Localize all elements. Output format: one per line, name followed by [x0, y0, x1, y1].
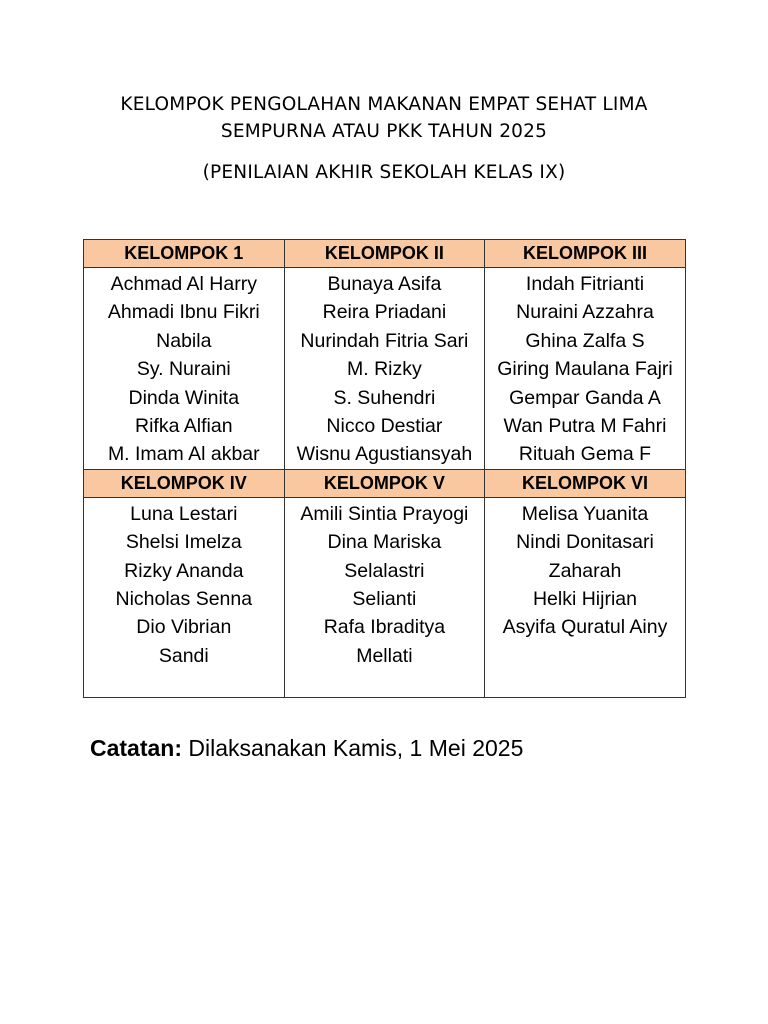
member-list — [84, 497, 285, 697]
member-name: Rifka Alfian — [135, 415, 233, 438]
member-name: Rituah Gema F — [518, 443, 652, 466]
group-header: KELOMPOK II — [284, 240, 485, 268]
member-name: Nabila — [156, 329, 212, 352]
member-name: Sy. Nuraini — [136, 358, 231, 381]
member-name: Shelsi Imelza — [125, 531, 242, 554]
member-name: Wan Putra M Fahri — [503, 415, 667, 438]
group-members-row-2 — [84, 497, 686, 697]
member-name: Selianti — [352, 588, 417, 611]
group-header: KELOMPOK III — [485, 240, 686, 268]
note-label: Catatan: — [90, 735, 183, 761]
member-name: Nicco Destiar — [326, 415, 443, 438]
member-name: Reira Priadani — [322, 301, 447, 324]
member-name: Nindi Donitasari — [516, 531, 654, 554]
member-name: Giring Maulana Fajri — [497, 358, 673, 381]
member-list — [284, 268, 485, 470]
member-name: Helki Hijrian — [532, 588, 637, 611]
group-header-row-1 — [84, 240, 686, 268]
document-title-line-1: KELOMPOK PENGOLAHAN MAKANAN EMPAT SEHAT LIMA — [120, 94, 648, 115]
member-name: Rizky Ananda — [124, 559, 244, 582]
member-name: Wisnu Agustiansyah — [296, 443, 473, 466]
member-name: Zaharah — [548, 559, 622, 582]
group-members-row-1 — [84, 268, 686, 470]
member-name: Rafa Ibraditya — [323, 616, 446, 639]
member-name: Indah Fitrianti — [525, 273, 645, 295]
member-name: Ghina Zalfa S — [525, 329, 645, 352]
member-name: Mellati — [356, 644, 413, 667]
group-header: KELOMPOK V — [284, 469, 485, 497]
group-table — [83, 239, 686, 698]
member-name: M. Imam Al akbar — [107, 443, 260, 466]
member-name: Dio Vibrian — [136, 616, 232, 639]
member-name: Melisa Yuanita — [521, 502, 649, 525]
member-name: Dina Mariska — [327, 531, 442, 554]
member-name: M. Rizky — [347, 358, 422, 381]
member-name: S. Suhendri — [333, 386, 436, 409]
document-subtitle: (PENILAIAN AKHIR SEKOLAH KELAS IX) — [202, 162, 566, 183]
document-title-line-2: SEMPURNA ATAU PKK TAHUN 2025 — [220, 121, 548, 142]
member-name: Asyifa Quratul Ainy — [502, 616, 668, 639]
group-header-row-2 — [84, 469, 686, 497]
member-name: Sandi — [158, 644, 209, 667]
member-list — [84, 268, 285, 470]
note-text: Dilaksanakan Kamis, 1 Mei 2025 — [182, 735, 524, 761]
member-name: Selalastri — [344, 559, 425, 582]
member-name: Luna Lestari — [130, 502, 238, 525]
group-header: KELOMPOK IV — [84, 469, 285, 497]
member-name: Bunaya Asifa — [327, 273, 442, 295]
group-header: KELOMPOK 1 — [84, 240, 285, 268]
member-name: Achmad Al Harry — [110, 273, 257, 295]
member-name: Nicholas Senna — [115, 588, 253, 611]
member-list — [284, 497, 485, 697]
note — [90, 733, 523, 763]
member-name: Amili Sintia Prayogi — [300, 502, 469, 525]
member-name: Gempar Ganda A — [509, 386, 661, 409]
member-name: Dinda Winita — [128, 386, 240, 409]
member-list — [485, 268, 686, 470]
member-list — [485, 497, 686, 697]
group-header: KELOMPOK VI — [485, 469, 686, 497]
member-name: Nuraini Azzahra — [516, 301, 654, 324]
member-name: Nurindah Fitria Sari — [300, 329, 469, 352]
member-name: Ahmadi Ibnu Fikri — [107, 301, 260, 324]
